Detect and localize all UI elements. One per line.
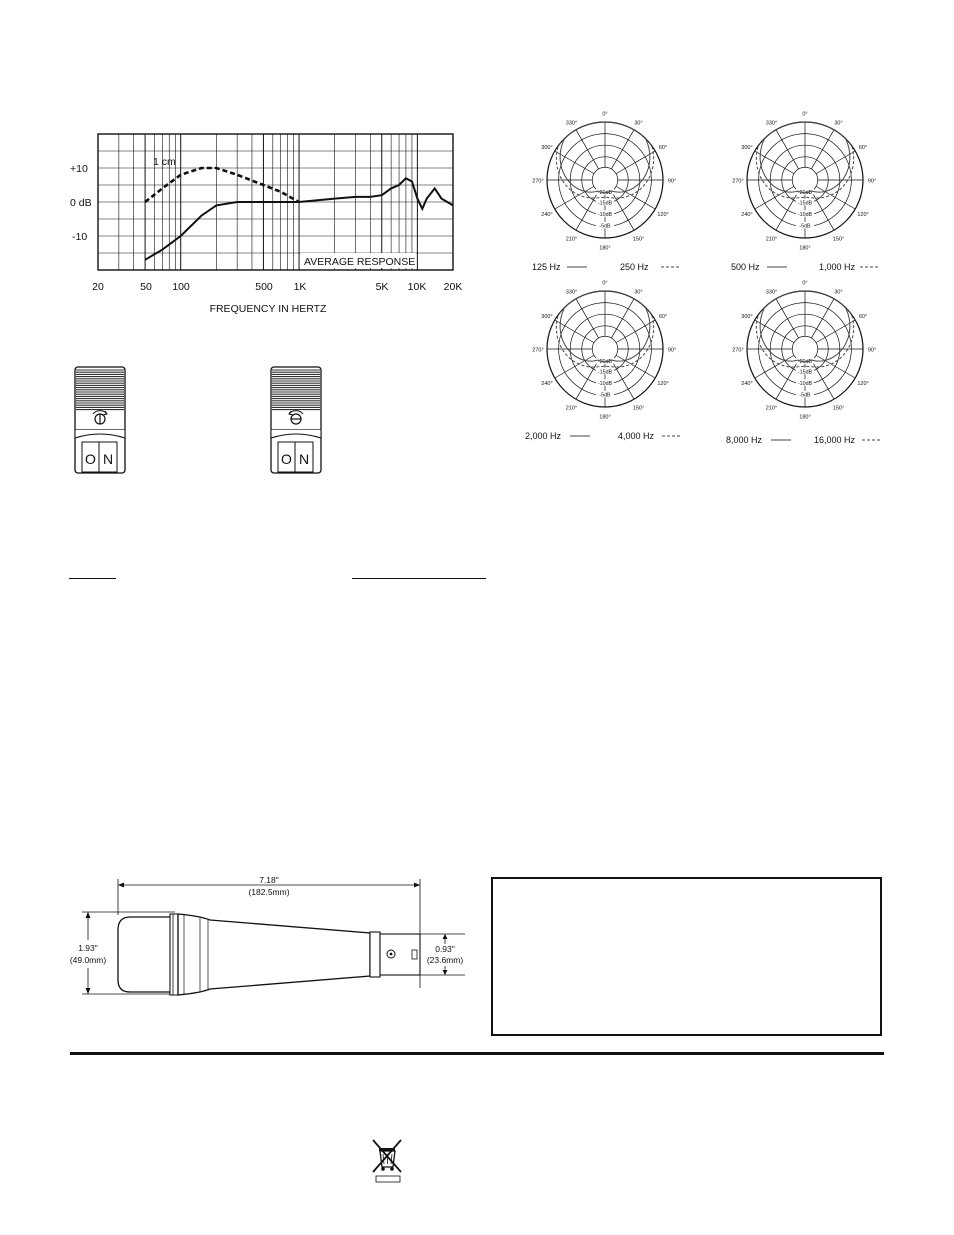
polar-spoke <box>576 299 599 338</box>
polar-angle-label: 210° <box>565 405 578 412</box>
x-tick-1k: 1K <box>293 281 307 293</box>
polar-spoke <box>776 130 799 169</box>
polar-legend-solid-label: 8,000 Hz <box>726 435 763 445</box>
polar-angle-label: 60° <box>658 314 668 320</box>
polar-radial-label: -15dB <box>797 200 813 207</box>
polar-spoke <box>576 191 599 230</box>
polar-angle-label: 30° <box>634 120 643 127</box>
polar-angle-label: 300° <box>741 145 753 151</box>
polar-angle-label: 240° <box>741 381 753 387</box>
polar-angle-label: 330° <box>765 289 778 296</box>
polar-spoke <box>576 130 599 169</box>
section-divider <box>70 1052 884 1055</box>
polar-angle-label: 150° <box>832 405 845 412</box>
polar-spoke <box>811 299 834 338</box>
polar-angle-label: 120° <box>857 381 869 387</box>
polar-spoke <box>776 191 799 230</box>
switch-left-letter-o: O <box>85 451 96 467</box>
underline-right <box>352 578 486 579</box>
polar-pattern-8000-16000 <box>715 272 895 450</box>
polar-legend <box>726 435 882 445</box>
polar-angle-label: 210° <box>765 405 778 412</box>
polar-legend <box>532 262 681 272</box>
polar-angle-label: 240° <box>741 212 753 218</box>
one-cm-curve-label: 1 cm <box>153 156 176 168</box>
polar-legend-solid-label: 2,000 Hz <box>525 431 562 441</box>
polar-angle-label: 60° <box>658 145 668 151</box>
polar-spoke <box>776 360 799 399</box>
polar-angle-label: 120° <box>657 381 669 387</box>
polar-angle-label: 150° <box>632 405 645 412</box>
polar-angle-label: 180° <box>599 245 611 252</box>
polar-radial-label: -5dB <box>799 392 811 399</box>
polar-angle-label: 270° <box>732 347 744 354</box>
polar-pattern-2000-4000 <box>515 272 695 450</box>
polar-radial-label: -10dB <box>797 212 813 218</box>
polar-pattern-125-250 <box>515 103 695 281</box>
length-mm: (182.5mm) <box>248 887 290 897</box>
polar-angle-label: 240° <box>541 381 553 387</box>
polar-spoke <box>611 191 634 230</box>
switch-left-icon <box>74 366 126 474</box>
polar-angle-label: 60° <box>858 145 868 151</box>
polar-spoke <box>611 299 634 338</box>
polar-spoke <box>576 360 599 399</box>
head-diameter-inches: 1.93" <box>78 943 98 953</box>
info-box <box>491 877 882 1036</box>
polar-angle-label: 240° <box>541 212 553 218</box>
polar-angle-label: 0° <box>802 111 808 118</box>
polar-angle-label: 90° <box>667 347 677 354</box>
polar-radial-label: -5dB <box>799 223 811 230</box>
polar-spoke <box>811 130 834 169</box>
polar-pattern-500-1000 <box>715 103 895 281</box>
x-tick-10k: 10K <box>407 281 427 293</box>
x-tick-50: 50 <box>140 281 152 293</box>
crossed-out-wheelie-bin-icon <box>370 1136 404 1186</box>
switch-left-letter-n: N <box>102 451 114 467</box>
switch-right-icon <box>270 366 322 474</box>
polar-angle-label: 300° <box>541 145 553 151</box>
polar-angle-label: 120° <box>857 212 869 218</box>
polar-angle-label: 270° <box>732 178 744 185</box>
polar-angle-label: 30° <box>834 289 843 296</box>
base-diameter-mm: (23.6mm) <box>426 955 464 965</box>
y-tick-minus10: -10 <box>72 231 88 243</box>
polar-angle-label: 330° <box>765 120 778 127</box>
switch-right-letter-n: N <box>298 451 310 467</box>
microphone-grille <box>118 917 178 992</box>
polar-grid <box>532 281 676 421</box>
microphone-switch-collar <box>370 932 380 977</box>
polar-angle-label: 330° <box>565 120 578 127</box>
polar-spoke <box>811 360 834 399</box>
x-tick-5k: 5K <box>375 281 389 293</box>
length-inches: 7.18" <box>259 875 279 885</box>
microphone-dimension-drawing <box>50 870 490 1010</box>
polar-radial-label: -5dB <box>599 223 611 230</box>
polar-radial-label: -10dB <box>597 381 613 387</box>
polar-angle-label: 180° <box>599 414 611 421</box>
polar-grid <box>732 112 876 252</box>
polar-grid <box>532 112 676 252</box>
polar-legend-dashed-label: 1,000 Hz <box>819 262 856 272</box>
polar-angle-label: 300° <box>541 314 553 320</box>
polar-legend <box>731 262 880 272</box>
x-axis-label: FREQUENCY IN HERTZ <box>209 303 327 315</box>
polar-legend-dashed-label: 4,000 Hz <box>618 431 655 441</box>
polar-radial-label: -20dB <box>797 358 813 365</box>
polar-angle-label: 270° <box>532 347 544 354</box>
x-tick-20k: 20K <box>443 281 463 293</box>
polar-legend-solid-label: 500 Hz <box>731 262 760 272</box>
polar-radial-label: -10dB <box>597 212 613 218</box>
underline-left <box>69 578 116 579</box>
polar-angle-label: 90° <box>867 347 877 354</box>
polar-spoke <box>776 299 799 338</box>
x-tick-500: 500 <box>255 281 273 293</box>
polar-spoke <box>811 191 834 230</box>
x-tick-20: 20 <box>92 281 104 293</box>
polar-radial-label: -20dB <box>797 189 813 196</box>
y-tick-plus10: +10 <box>70 163 88 175</box>
polar-angle-label: 180° <box>799 245 811 252</box>
microphone-handle <box>178 914 370 995</box>
polar-radial-label: -5dB <box>599 392 611 399</box>
polar-angle-label: 210° <box>565 236 578 243</box>
polar-legend-dashed-label: 16,000 Hz <box>814 435 856 445</box>
y-tick-0db: 0 dB <box>70 197 92 209</box>
average-response-label: AVERAGE RESPONSE <box>304 256 416 268</box>
polar-angle-label: 0° <box>602 280 608 287</box>
polar-angle-label: 90° <box>867 178 877 185</box>
head-diameter-mm: (49.0mm) <box>69 955 107 965</box>
polar-radial-label: -15dB <box>597 369 613 376</box>
base-diameter-inches: 0.93" <box>435 944 455 954</box>
polar-angle-label: 300° <box>741 314 753 320</box>
polar-angle-label: 330° <box>565 289 578 296</box>
polar-angle-label: 180° <box>799 414 811 421</box>
polar-radial-label: -20dB <box>597 189 613 196</box>
switch-right-letter-o: O <box>281 451 292 467</box>
polar-legend <box>525 431 682 441</box>
polar-angle-label: 30° <box>634 289 643 296</box>
polar-legend-solid-label: 125 Hz <box>532 262 561 272</box>
switch-diagram-right <box>270 366 322 474</box>
x-tick-100: 100 <box>172 281 190 293</box>
polar-spoke <box>611 360 634 399</box>
polar-radial-label: -15dB <box>797 369 813 376</box>
polar-grid <box>732 281 876 421</box>
polar-angle-label: 90° <box>667 178 677 185</box>
polar-angle-label: 270° <box>532 178 544 185</box>
frequency-response-chart <box>60 120 480 320</box>
polar-radial-label: -10dB <box>797 381 813 387</box>
polar-angle-label: 0° <box>802 280 808 287</box>
polar-radial-label: -15dB <box>597 200 613 207</box>
polar-spoke <box>611 130 634 169</box>
polar-angle-label: 0° <box>602 111 608 118</box>
switch-diagram-left <box>74 366 126 474</box>
polar-angle-label: 30° <box>834 120 843 127</box>
polar-radial-label: -20dB <box>597 358 613 365</box>
polar-angle-label: 120° <box>657 212 669 218</box>
polar-angle-label: 150° <box>632 236 645 243</box>
polar-angle-label: 60° <box>858 314 868 320</box>
polar-angle-label: 210° <box>765 236 778 243</box>
polar-legend-dashed-label: 250 Hz <box>620 262 649 272</box>
polar-angle-label: 150° <box>832 236 845 243</box>
